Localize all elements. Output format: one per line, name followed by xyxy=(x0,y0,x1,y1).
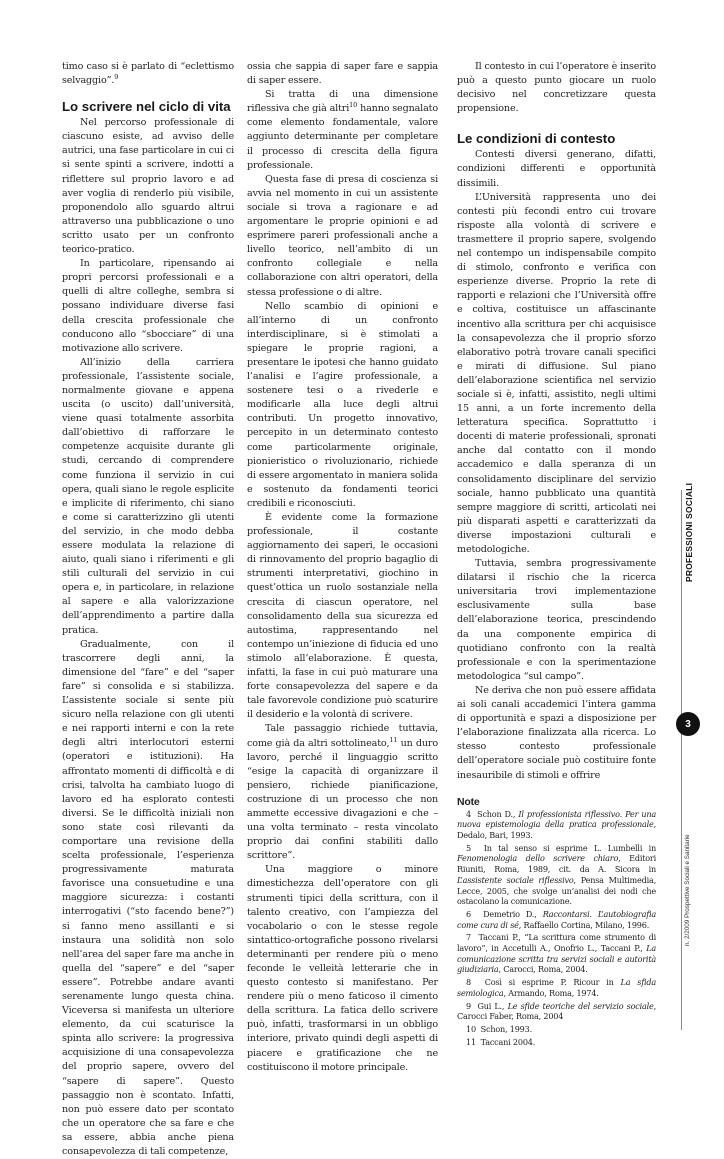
section-heading-condizioni-contesto: Le condizioni di contesto xyxy=(457,131,616,147)
paragraph: All’inizio della carriera professionale, l’assistente sociale, normalmente giovane e appena uscita (o uscito) dall’università, viene quasi totalmente assorbita dall’obiettivo di rafforzare le competenze acquisite durante gli studi, cercando di comprendere come funziona il servizio in cui opera, quali siano le regole esplicite e implicite di riferimento, chi siano e come si caratterizzino gli utenti del servizio, in che modo debba essere modulata la relazione di aiuto, quali siano i riferimenti e gli stili culturali del servizio in cui opera e, in particolare, in relazione al sapere e alla valorizzazione dell’apprendimento a partire dalla pratica. xyxy=(62,356,234,636)
text-column-1 xyxy=(62,60,234,1159)
footnote-5: 5 In tal senso si esprime L. Lumbelli in Fenomenologia dello scrivere chiaro, Editori Riuniti, Roma, 1989, cit. da A. Sicora in L’assistente sociale riflessivo, Pensa Multimedia, Lecce, 2005, che svolge un’analisi dei nodi che ostacolano la comunicazione. xyxy=(457,842,656,907)
paragraph: Una maggiore o minore dimestichezza dell’operatore con gli strumenti tipici della scrittura, con il talento creativo, con l’ampiezza del vocabolario o con le stesse regole sintattico-ortografiche possono rivelarsi determinanti per rendere più o meno feconde le velleità letterarie che in questo contesto si manifestano. Per rendere più o meno faticoso il cimento della scrittura. La fatica dello scrivere può, infatti, trasformarsi in un obbligo interiore, privato quindi degli aspetti di piacere e gratificazione che ne costituiscono il motore principale. xyxy=(247,864,438,1073)
footnotes-title: Note xyxy=(457,795,480,808)
text-column-3 xyxy=(457,60,656,1049)
paragraph: L’Università rappresenta uno dei contesti più fecondi entro cui trovare risposte alla volontà di scrivere e trasmettere il proprio sapere, svolgendo nel contempo un indispensabile compito di stimolo, confronto e verifica con esperienze diverse. Proprio la rete di rapporti e relazioni che l’Università offre e coltiva, costituisce un affascinante incentivo alla scrittura per chi acquisisce la consapevolezza che il proprio sforzo elaborativo potrà trovare canali specifici e mirati di diffusione. Sul piano dell’elaborazione scientifica nel servizio sociale si è, infatti, assistito, negli ultimi 15 anni, a un forte incremento della letteratura specifica. Soprattutto i docenti di materie professionali, spronati anche dal contatto con il mondo accademico e dalla speranza di un consolidamento disciplinare del servizio sociale, hanno pubblicato una quantità sempre maggiore di scritti, articolati nei più disparati aspetti e caratterizzati da diverse impostazioni culturali e metodologiche. xyxy=(457,191,656,555)
paragraph: In particolare, ripensando ai propri percorsi professionali e a quelli di altre colleghe, sembra si possano individuare diverse fasi della crescita professionale che conducono allo “sbocciare” di una motivazione allo scrivere. xyxy=(62,258,234,354)
footnote-6: 6 Demetrio D., Raccontarsi. L’autobiografia come cura di sé, Raffaello Cortina, Milano, 1996. xyxy=(457,908,657,930)
paragraph: È evidente come la formazione professionale, il costante aggiornamento dei saperi, le occasioni di rinnovamento del proprio bagaglio di strumenti interpretativi, giochino in quest’ottica un ruolo sostanziale nella crescita di ciascun operatore, nel consolidamento della sua sicurezza ed autostima, rappresentando nel contempo un’iniezione di fiducia ed uno stimolo all’elaborazione. È questa, infatti, la fase in cui può maturare una forte consapevolezza del sapere e da tale favorevole condizione può scaturire il desiderio e la volontà di scrivere. xyxy=(247,512,438,721)
footnote-10: 10 Schon, 1993. xyxy=(466,1023,532,1034)
footnote-ref[interactable]: 11 xyxy=(389,735,398,744)
margin-rule xyxy=(681,490,682,1030)
paragraph: Il contesto in cui l’operatore è inserito può a questo punto giocare un ruolo decisivo nel concretizzare questa propensione. xyxy=(457,61,657,115)
paragraph: Gradualmente, con il trascorrere degli anni, la dimensione del “fare” e del “saper fare” si consolida e si stabilizza. L’assistente sociale si sente più sicuro nella relazione con gli utenti e nei rapporti interni e con la rete degli altri interlocutori esterni (operatori e istituzioni). Ha affrontato momenti di difficoltà e di crisi, talvolta ha cambiato luogo di lavoro ed ha esplorato contesti diversi. Se le difficoltà iniziali non sono state così rilevanti da comportare una revisione della scelta professionale, l’esperienza progressivamente maturata favorisce una consuetudine e una maggiore sicurezza: i costanti interrogativi (“sto facendo bene?”) si fanno meno assillanti e si instaura una solidità non solo nell’area del saper fare ma anche in quella del “sapere” e del “saper essere”. Potrebbe andare avanti serenamente lungo questa china. Viceversa si manifesta un ulteriore elemento, da cui scaturisce la spinta allo scrivere: la progressiva acquisizione di una consapevolezza del proprio sapere, ovvero del “sapere di sapere”. Questo passaggio non è scontato. Infatti, non può essere dato per scontato che un operatore che sa fare e che sa essere, abbia anche piena consapevolezza di tali competenze, xyxy=(62,638,234,1158)
footnote-7: 7 Taccani P., “La scrittura come strumento di lavoro”, in Accetulli A., Onofrio L., Taccani P., La comunicazione scritta tra servizi sociali e autorità giudiziaria, Carocci, Roma, 2004. xyxy=(457,932,656,975)
section-heading-ciclo-di-vita: Lo scrivere nel ciclo di vita xyxy=(62,99,231,115)
footnote-9: 9 Gui L., Le sfide teoriche del servizio sociale, Carocci Faber, Roma, 2004 xyxy=(457,1000,656,1022)
paragraph: ossia che sappia di saper fare e sappia di saper essere. xyxy=(247,61,438,87)
section-label: PROFESSIONI SOCIALI xyxy=(684,482,694,582)
footnote-ref[interactable]: 9 xyxy=(114,72,119,81)
footnote-4: 4 Schon D., Il professionista riflessivo. Per una nuova epistemologia della pratica professionale, Dedalo, Bari, 1993. xyxy=(457,808,656,840)
paragraph: timo caso si è parlato di “eclettismo selvaggio”.$^9$ xyxy=(62,61,234,87)
text-column-2 xyxy=(247,60,438,1075)
paragraph: Tale passaggio richiede tuttavia, come già da altri sottolineato,$^{11}$ un duro lavoro, perché il linguaggio scritto “esige la capacità di organizzare il pensiero, richiede pianificazione, costruzione di un processo che non ammette eccessive divagazioni e che – una volta terminato – resta vincolato proprio dai confini stabiliti dallo scrittore”. xyxy=(247,723,438,862)
paragraph: Nel percorso professionale di ciascuno esiste, ad avviso delle autrici, una fase particolare in cui ci si sente spinti a scrivere, indotti a riflettere sul proprio lavoro e ad aver voglia di renderlo più visibile, proponendolo allo sguardo altrui attraverso una pubblicazione o uno scritto usato per un confronto teorico-pratico. xyxy=(62,117,234,256)
journal-issue-label: n. 2/2009 Prospettive Sociali e Sanitarie xyxy=(684,834,691,946)
paragraph: Tuttavia, sembra progressivamente dilatarsi il rischio che la ricerca universitaria trovi implementazione esclusivamente sulla base dell’elaborazione teorica, prescindendo da una componente empirica di quotidiano confronto con la realtà professionale e con la sperimentazione metodologica “sul campo”. xyxy=(457,558,656,682)
paragraph: Contesti diversi generano, difatti, condizioni differenti e opportunità dissimili. xyxy=(457,149,656,189)
footnote-11: 11 Taccani 2004. xyxy=(466,1036,536,1047)
paragraph: Questa fase di presa di coscienza si avvia nel momento in cui un assistente sociale si trova a ragionare e ad argomentare le proprie opinioni e ad esprimere pareri professionali anche a livello teorico, nell’ambito di un confronto collegiale e nella collaborazione con altri operatori, della stessa professione o di altre. xyxy=(247,173,438,298)
paragraph: Si tratta di una dimensione riflessiva che già altri$^{10}$ hanno segnalato come elemento fondamentale, valore aggiunto determinante per completare il processo di crescita della figura professionale. xyxy=(247,89,438,171)
footnote-ref[interactable]: 10 xyxy=(349,101,358,110)
paragraph: Ne deriva che non può essere affidata ai soli canali accademici l’intera gamma di opportunità e spazi a disposizione per l’elaborazione finalizzata alla ricerca. Lo stesso contesto professionale dell’operatore sociale può costituire fonte inesauribile di stimoli e offrire xyxy=(457,684,656,781)
footnote-8: 8 Così si esprime P. Ricour in La sfida semiologica, Armando, Roma, 1974. xyxy=(457,977,656,998)
paragraph: Nello scambio di opinioni e all’interno di un confronto interdisciplinare, si è stimolati a spiegare le proprie ragioni, a presentare le ipotesi che hanno guidato l’analisi e l’agire professionale, a sostenere tesi o a rivederle e modificarle alla luce degli altrui contributi. Un progetto innovativo, percepito in un determinato contesto come particolarmente originale, pionieristico o rivoluzionario, richiede di essere argomentato in maniera solida e sostenuto da fondamenti teorici credibili e riconosciuti. xyxy=(247,300,438,509)
page-number-badge: 3 xyxy=(676,712,700,736)
footnotes xyxy=(457,796,656,1048)
